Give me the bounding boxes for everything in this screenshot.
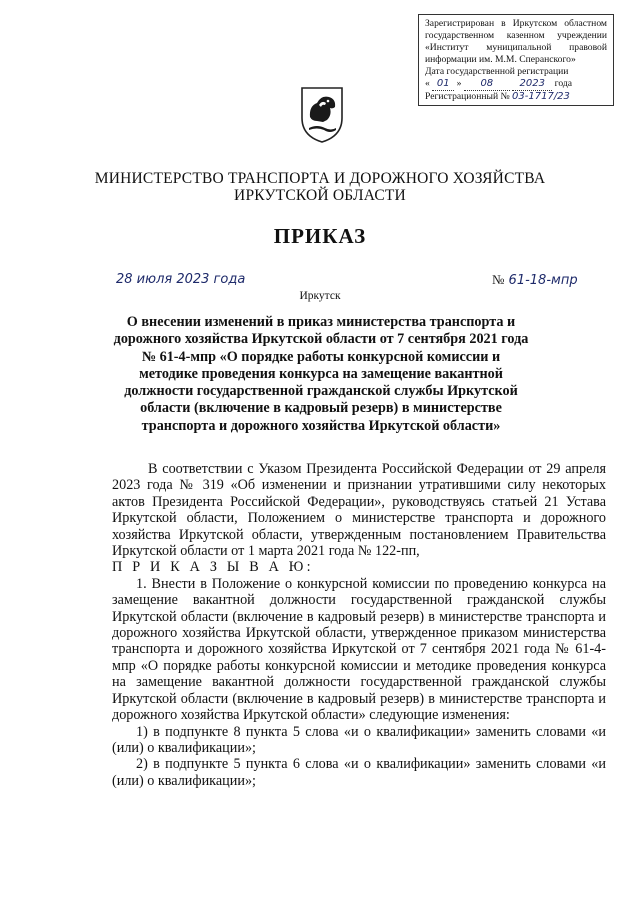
order-body bbox=[112, 461, 606, 789]
handwritten-order-date: 28 июля 2023 года bbox=[116, 272, 246, 287]
stamp-date-year: 2023 bbox=[512, 78, 552, 91]
stamp-line-4: информации им. М.М. Сперанского» bbox=[425, 54, 576, 65]
stamp-date-day: 01 bbox=[432, 78, 454, 91]
stamp-line-2: государственном казенном учреждении bbox=[425, 30, 607, 41]
ministry-name bbox=[0, 170, 640, 204]
stamp-line-3: «Институт муниципальной правовой bbox=[425, 42, 607, 53]
stamp-date-close-quote: » bbox=[456, 78, 462, 89]
subitem-2-paragraph: 2) в подпункте 5 пункта 6 слова «и о квалификации» заменить словами «и (или) о квалификации»; bbox=[112, 756, 606, 789]
ministry-name-line-1: МИНИСТЕРСТВО ТРАНСПОРТА И ДОРОЖНОГО ХОЗЯЙСТВА bbox=[94, 170, 546, 187]
ministry-name-line-2: ИРКУТСКОЙ ОБЛАСТИ bbox=[234, 187, 406, 204]
handwritten-order-number: 61-18-мпр bbox=[508, 273, 578, 288]
stamp-line-1: Зарегистрирован в Иркутском областном bbox=[425, 18, 607, 29]
registration-stamp bbox=[418, 14, 614, 106]
stamp-line-5: Дата государственной регистрации bbox=[425, 66, 569, 77]
order-heading: О внесении изменений в приказ министерства транспорта и дорожного хозяйства Иркутской области от 7 сентября 2021 года № 61-4-мпр «О порядке работы конкурсной комиссии и методике проведения конкурса на замещение вакантной должности государственной гражданской службы Иркутской области (включение в кадровый резерв) в министерстве транспорта и дорожного хозяйства Иркутской области» bbox=[113, 314, 529, 434]
stamp-reg-row bbox=[425, 91, 607, 103]
subitem-1-paragraph: 1) в подпункте 8 пункта 5 слова «и о квалификации» заменить словами «и (или) о квалификации»; bbox=[112, 723, 606, 756]
document-type-title: ПРИКАЗ bbox=[273, 224, 367, 248]
order-number-label: № bbox=[492, 272, 505, 287]
stamp-reg-number: 03-1717/23 bbox=[512, 91, 570, 102]
stamp-date-month: 08 bbox=[464, 78, 510, 91]
stamp-reg-label: Регистрационный № bbox=[425, 91, 510, 102]
order-verb: П Р И К А З Ы В А Ю: bbox=[112, 559, 314, 576]
preamble-paragraph: В соответствии с Указом Президента Российской Федерации от 29 апреля 2023 года № 319 «Об изменении и признании утратившими силу некоторых актов Президента Российской Федерации», руководствуясь статьей 21 Устава Иркутской области, Положением о министерстве транспорта и дорожного хозяйства Иркутской области, утвержденным постановлением Правительства Иркутской области от 1 марта 2021 года № 122-пп, bbox=[112, 461, 606, 560]
stamp-date-open-quote: « bbox=[425, 78, 430, 89]
irkutsk-coat-of-arms-icon bbox=[299, 84, 345, 144]
city-name: Иркутск bbox=[299, 290, 341, 302]
stamp-date-suffix: года bbox=[554, 78, 572, 89]
order-number-row bbox=[492, 272, 578, 288]
stamp-date-row bbox=[425, 78, 607, 91]
item-1-paragraph: 1. Внести в Положение о конкурсной комиссии по проведению конкурса на замещение вакантной должности государственной гражданской службы Иркутской области (включение в кадровый резерв) в министерстве транспорта и дорожного хозяйства Иркутской области, утвержденное приказом министерства транспорта и дорожного хозяйства Иркутской от 7 сентября 2021 года № 61-4-мпр «О порядке работы конкурсной комиссии и методике проведения конкурса на замещение вакантной должности государственной гражданской службы Иркутской области (включение в кадровый резерв) в министерстве транспорта и дорожного хозяйства Иркутской области» следующие изменения: bbox=[112, 575, 606, 724]
